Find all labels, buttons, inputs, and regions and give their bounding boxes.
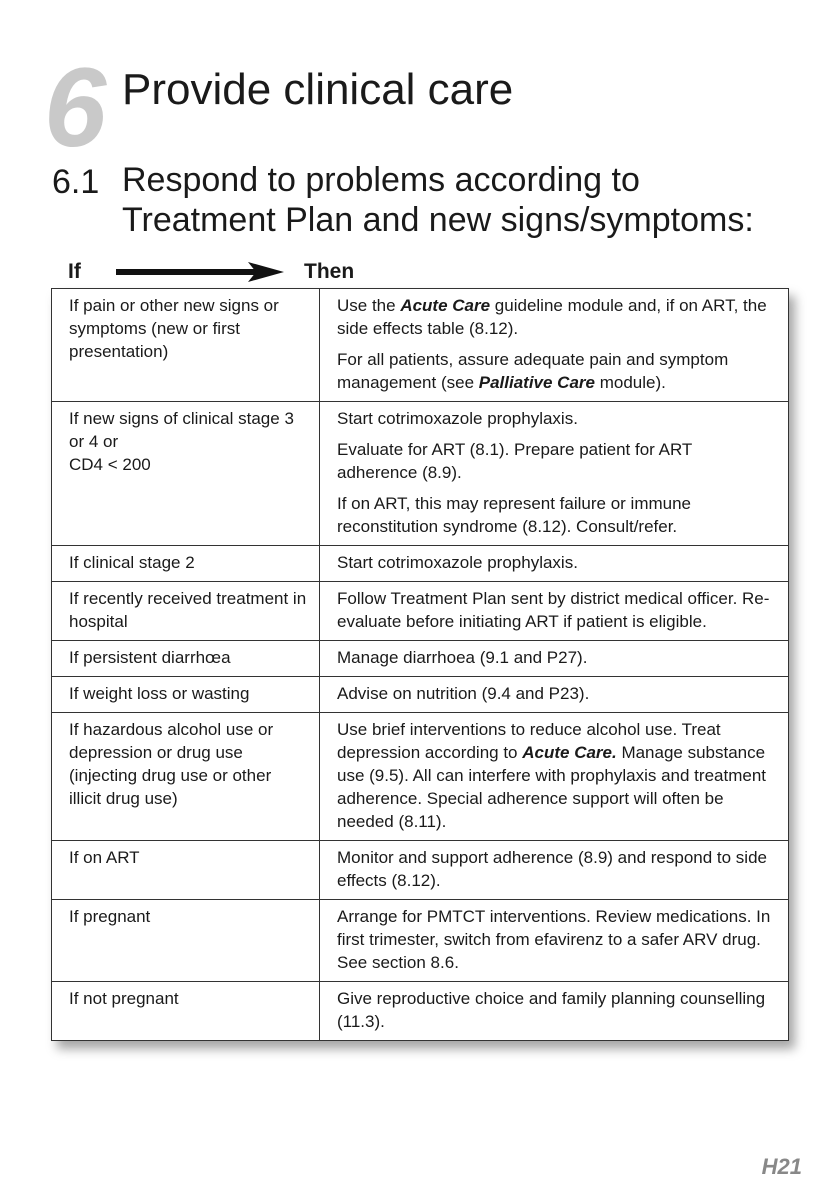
section-title: Respond to problems according to Treatment Plan and new signs/symptoms: — [122, 161, 754, 239]
condition-cell: If pain or other new signs or symptoms (new or first presentation) — [52, 289, 320, 402]
table-row — [52, 900, 789, 982]
section-number: 6.1 — [52, 163, 100, 201]
action-paragraph: Monitor and support adherence (8.9) and respond to side effects (8.12). — [337, 848, 767, 890]
condition-cell: If not pregnant — [52, 982, 320, 1041]
action-cell — [320, 900, 789, 982]
condition-cell: If weight loss or wasting — [52, 677, 320, 713]
table-row — [52, 289, 789, 402]
action-paragraph: Start cotrimoxazole prophylaxis. — [337, 553, 578, 572]
module-reference: Acute Care. — [522, 743, 617, 762]
if-then-table-container — [51, 288, 789, 1041]
action-cell — [320, 677, 789, 713]
table-row — [52, 841, 789, 900]
action-cell — [320, 713, 789, 841]
condition-cell: If hazardous alcohol use or depression or drug use (injecting drug use or other illicit drug use) — [52, 713, 320, 841]
module-reference: Acute Care — [400, 296, 491, 315]
action-cell — [320, 982, 789, 1041]
chapter-title: Provide clinical care — [122, 65, 514, 114]
action-cell — [320, 841, 789, 900]
right-arrow-icon — [116, 262, 286, 282]
then-column-header: Then — [304, 260, 355, 283]
action-paragraph: If on ART, this may represent failure or immune reconstitution syndrome (8.12). Consult/refer. — [337, 494, 692, 536]
condition-cell: If on ART — [52, 841, 320, 900]
module-reference: Palliative Care — [478, 373, 595, 392]
action-paragraph: Evaluate for ART (8.1). Prepare patient for ART adherence (8.9). — [337, 440, 692, 482]
table-row — [52, 546, 789, 582]
action-cell — [320, 582, 789, 641]
action-cell — [320, 641, 789, 677]
table-row — [52, 402, 789, 546]
condition-cell: If persistent diarrhœa — [52, 641, 320, 677]
condition-cell: If clinical stage 2 — [52, 546, 320, 582]
table-row — [52, 582, 789, 641]
condition-cell: If new signs of clinical stage 3 or 4 or CD4 < 200 — [52, 402, 320, 546]
action-cell — [320, 402, 789, 546]
action-paragraph: Follow Treatment Plan sent by district medical officer. Re-evaluate before initiating ART if patient is eligible. — [337, 589, 770, 631]
condition-cell: If recently received treatment in hospital — [52, 582, 320, 641]
page-number: H21 — [761, 1154, 802, 1179]
action-paragraph: Advise on nutrition (9.4 and P23). — [337, 684, 590, 703]
table-row — [52, 982, 789, 1041]
table-body — [52, 289, 789, 1041]
action-paragraph: Manage diarrhoea (9.1 and P27). — [337, 648, 588, 667]
action-paragraph: Start cotrimoxazole prophylaxis. — [337, 409, 578, 428]
table-row — [52, 641, 789, 677]
table-row — [52, 713, 789, 841]
table-row — [52, 677, 789, 713]
action-paragraph: Use the Acute Care guideline module and, if on ART, the side effects table (8.12). — [337, 296, 767, 338]
action-cell — [320, 546, 789, 582]
condition-cell: If pregnant — [52, 900, 320, 982]
action-paragraph: Arrange for PMTCT interventions. Review medications. In first trimester, switch from efavirenz to a safer ARV drug. See section 8.6. — [337, 907, 771, 972]
action-paragraph: For all patients, assure adequate pain and symptom management (see Palliative Care module). — [337, 350, 729, 392]
action-cell — [320, 289, 789, 402]
if-column-header: If — [68, 260, 81, 283]
action-paragraph: Give reproductive choice and family planning counselling (11.3). — [337, 989, 766, 1031]
action-paragraph: Use brief interventions to reduce alcohol use. Treat depression according to Acute Care. Manage substance use (9.5). All can interfere with prophylaxis and treatment adherence. Special adherence support will often be needed (8.11). — [337, 720, 766, 831]
chapter-number: 6 — [44, 45, 107, 170]
if-then-table — [51, 288, 789, 1041]
